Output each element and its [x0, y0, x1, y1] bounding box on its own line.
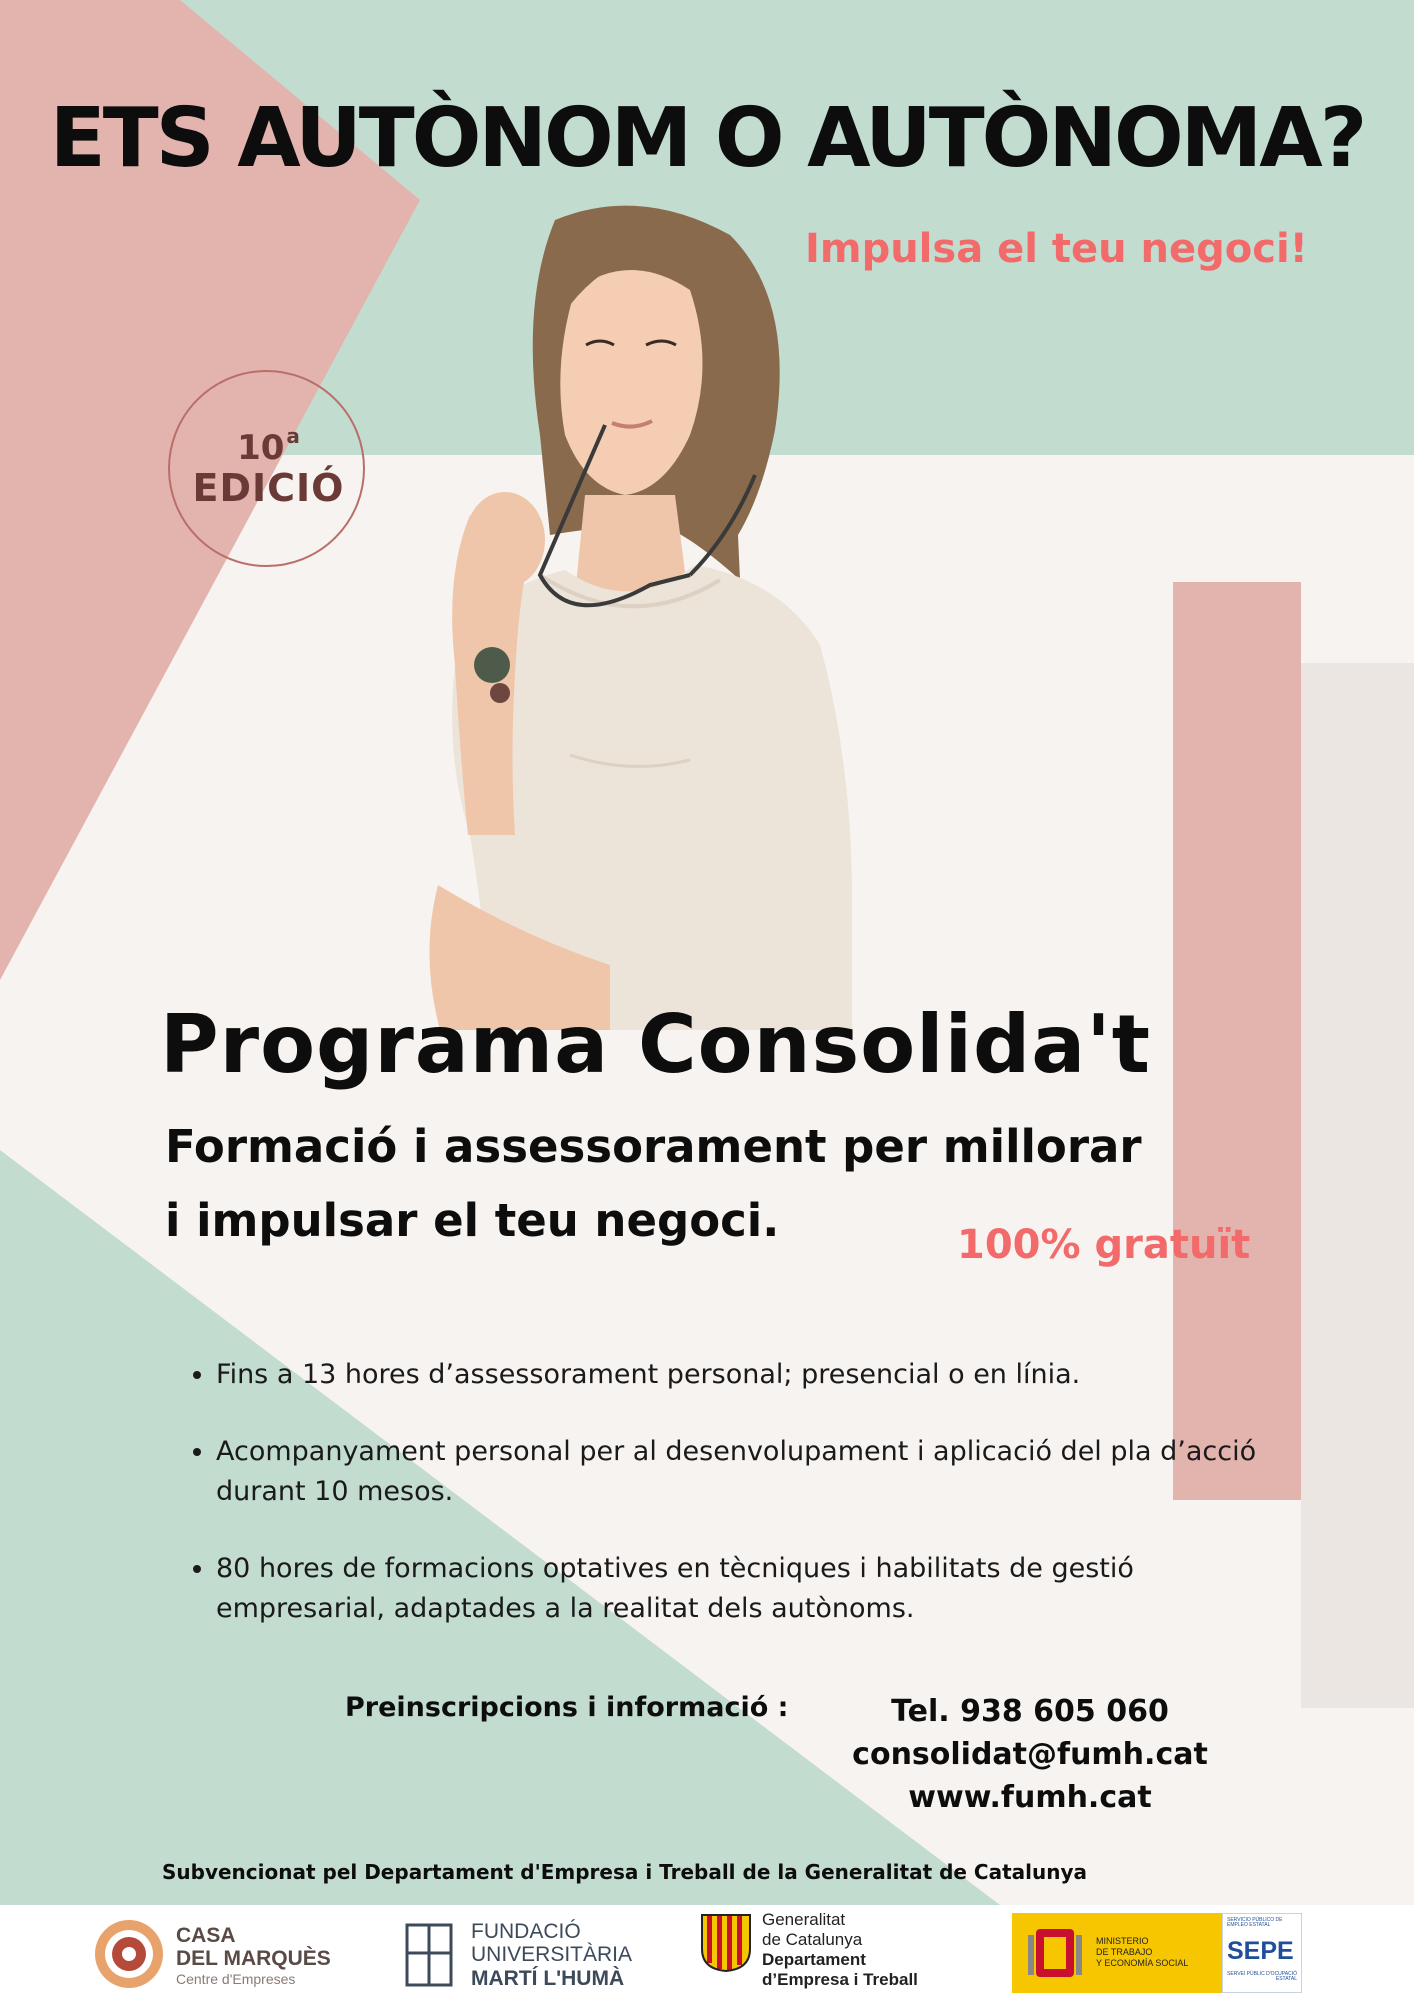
subsidy-note: Subvencionat pel Departament d'Empresa i Treball de la Generalitat de Catalunya	[162, 1860, 1088, 1884]
ministerio-line-3: Y ECONOMÍA SOCIAL	[1096, 1958, 1189, 1968]
benefit-item-2: • Acompanyament personal per al desenvolupament i aplicació del pla d’acció durant 10 mesos.	[216, 1432, 1276, 1512]
contact-web[interactable]: www.fumh.cat	[908, 1780, 1152, 1815]
generalitat-line-1: Generalitat	[762, 1910, 846, 1929]
edition-word: EDICIÓ	[192, 466, 345, 510]
generalitat-logo	[700, 1909, 960, 1997]
contact-details	[840, 1690, 1220, 1819]
ministerio-line-1: MINISTERIO	[1096, 1936, 1149, 1946]
casa-marques-line-3: Centre d'Empreses	[176, 1971, 296, 1987]
free-label: 100% gratuït	[957, 1222, 1251, 1268]
beige-right-bar	[1301, 663, 1414, 1708]
sepe-name: SEPE	[1227, 1937, 1294, 1965]
sepe-logo	[1222, 1913, 1302, 1993]
ministerio-line-2: DE TRABAJO	[1096, 1947, 1153, 1957]
generalitat-line-3: Departament	[762, 1950, 866, 1969]
edition-badge	[168, 370, 365, 567]
edition-number: 10 $^a$	[237, 424, 300, 468]
generalitat-line-2: de Catalunya	[762, 1930, 863, 1949]
benefit-item-3: • 80 hores de formacions optatives en tècniques i habilitats de gestió empresarial, adaptades a la realitat dels autònoms.	[216, 1549, 1276, 1629]
sepe-bottom-text: SERVEI PÚBLIC D'OCUPACIÓ ESTATAL	[1227, 1971, 1297, 1983]
page-subtitle: Impulsa el teu negoci!	[805, 226, 1308, 272]
fundacio-line-3: MARTÍ L'HUMÀ	[471, 1967, 625, 1990]
sepe-top-text: SERVICIO PÚBLICO DE EMPLEO ESTATAL	[1227, 1917, 1283, 1929]
program-subtitle-line-1: Formació i assessorament per millorar	[165, 1120, 1142, 1173]
casa-del-marques-logo	[92, 1917, 332, 1995]
generalitat-line-4: d’Empresa i Treball	[762, 1970, 918, 1989]
program-subtitle-line-2: i impulsar el teu negoci.	[165, 1194, 780, 1247]
casa-marques-emblem-icon	[92, 1917, 166, 1991]
fundacio-logo	[405, 1919, 645, 1997]
fundacio-line-2: UNIVERSITÀRIA	[471, 1943, 633, 1966]
casa-marques-line-2: DEL MARQUÈS	[176, 1947, 331, 1970]
contact-label: Preinscripcions i informació :	[345, 1692, 789, 1723]
woman-photo	[400, 195, 870, 1030]
logo-bar	[0, 1905, 1414, 2000]
benefits-list	[178, 1355, 1276, 1666]
contact-email[interactable]: consolidat@fumh.cat	[852, 1737, 1208, 1772]
fundacio-emblem-icon	[405, 1923, 453, 1987]
page-title: ETS AUTÒNOM O AUTÒNOMA?	[49, 91, 1365, 186]
fundacio-line-1: FUNDACIÓ	[471, 1920, 581, 1943]
ministerio-logo	[1012, 1913, 1234, 1993]
benefit-item-1: • Fins a 13 hores d’assessorament personal; presencial o en línia.	[216, 1355, 1276, 1395]
casa-marques-line-1: CASA	[176, 1924, 236, 1947]
contact-phone[interactable]: Tel. 938 605 060	[891, 1694, 1169, 1729]
catalan-shield-icon	[700, 1913, 752, 1973]
program-title: Programa Consolida't	[160, 998, 1151, 1091]
spain-coat-of-arms-icon	[1026, 1923, 1084, 1983]
